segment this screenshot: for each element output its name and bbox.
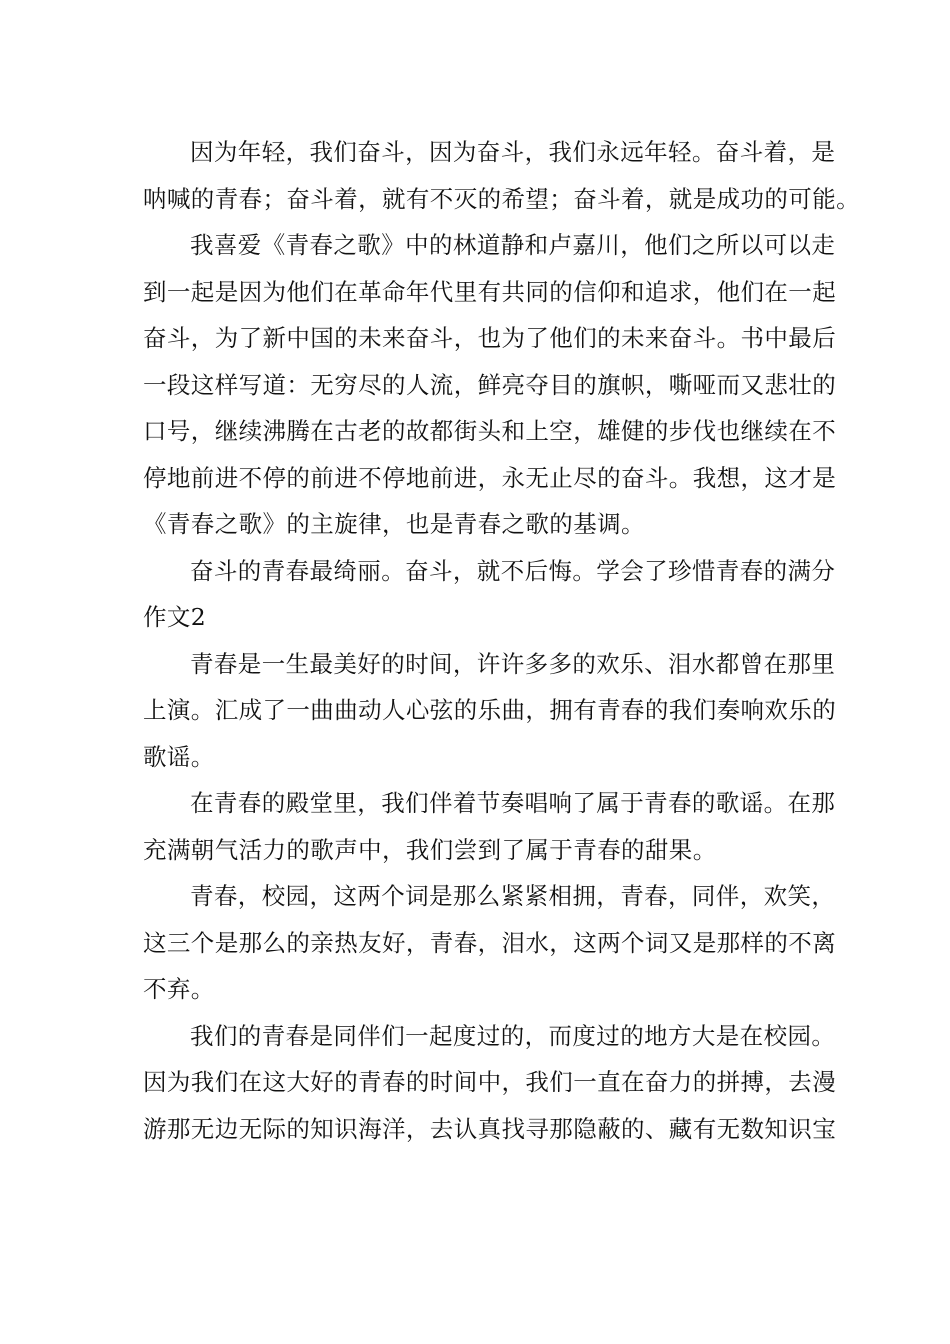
document-body	[143, 129, 860, 1152]
text-line: 青春，校园，这两个词是那么紧紧相拥，青春，同伴，欢笑，	[190, 882, 836, 910]
text-line: 在青春的殿堂里，我们伴着节奏唱响了属于青春的歌谣。在那	[190, 789, 836, 817]
text-line: 到一起是因为他们在革命年代里有共同的信仰和追求，他们在一起	[143, 277, 837, 306]
text-line: 我们的青春是同伴们一起度过的，而度过的地方大是在校园。	[190, 1021, 836, 1050]
text-line: 停地前进不停的前进不停地前进，永无止尽的奋斗。我想，这才是	[143, 463, 837, 492]
text-line: 口号，继续沸腾在古老的故都街头和上空，雄健的步伐也继续在不	[143, 417, 837, 445]
text-line: 充满朝气活力的歌声中，我们尝到了属于青春的甜果。	[143, 835, 717, 864]
text-line: 一段这样写道：无穷尽的人流，鲜亮夺目的旗帜，嘶哑而又悲壮的	[143, 370, 837, 399]
text-line: 奋斗，为了新中国的未来奋斗，也为了他们的未来奋斗。书中最后	[143, 324, 837, 352]
text-line: 不弃。	[143, 975, 215, 1003]
text-line: 呐喊的青春；奋斗着，就有不灭的希望；奋斗着，就是成功的可能。	[143, 184, 860, 213]
text-line: 因为我们在这大好的青春的时间中，我们一直在奋力的拼搏，去漫	[143, 1068, 837, 1096]
text-line: 我喜爱《青春之歌》中的林道静和卢嘉川，他们之所以可以走	[190, 231, 836, 259]
text-line: 上演。汇成了一曲曲动人心弦的乐曲，拥有青春的我们奏响欢乐的	[143, 696, 837, 724]
text-line: 作文2	[143, 603, 207, 631]
text-line: 青春是一生最美好的时间，许许多多的欢乐、泪水都曾在那里	[190, 649, 836, 678]
text-line: 游那无边无际的知识海洋，去认真找寻那隐蔽的、藏有无数知识宝	[143, 1114, 837, 1143]
text-line: 歌谣。	[143, 742, 215, 771]
text-line: 《青春之歌》的主旋律，也是青春之歌的基调。	[143, 510, 645, 538]
text-line: 因为年轻，我们奋斗，因为奋斗，我们永远年轻。奋斗着，是	[190, 138, 836, 166]
text-line: 这三个是那么的亲热友好，青春，泪水，这两个词又是那样的不离	[143, 928, 837, 957]
text-line: 奋斗的青春最绮丽。奋斗，就不后悔。学会了珍惜青春的满分	[190, 556, 836, 585]
